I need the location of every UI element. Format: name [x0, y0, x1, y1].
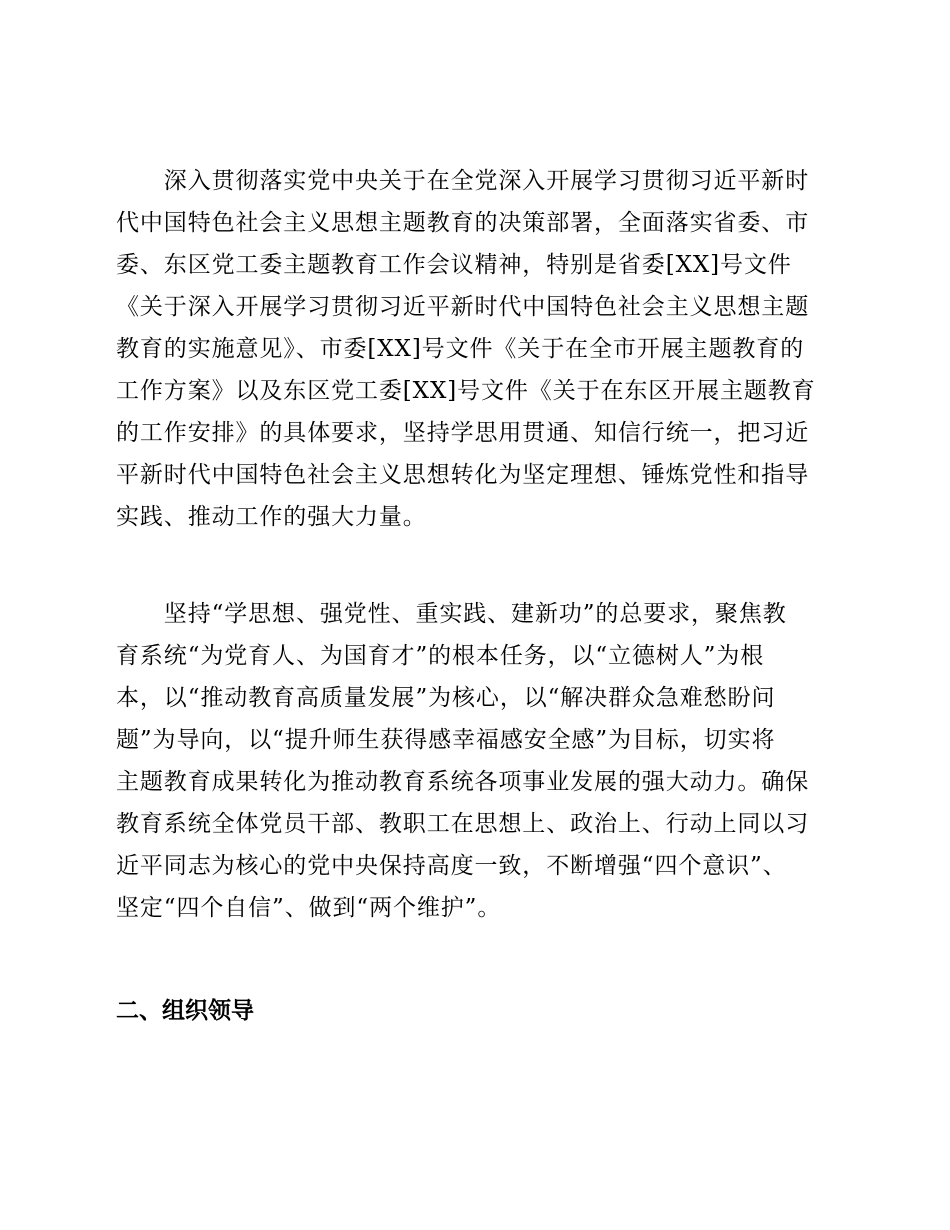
paragraph-line: 平新时代中国特色社会主义思想转化为坚定理想、锤炼党性和指导 — [116, 462, 810, 488]
paragraph-line: 坚定“四个自信”、做到“两个维护”。 — [116, 895, 502, 921]
paragraph-1 — [116, 160, 834, 538]
paragraph-line: 代中国特色社会主义思想主题教育的决策部署，全面落实省委、市 — [116, 210, 810, 236]
paragraph-line: 本，以“推动教育高质量发展”为核心，以“解决群众急难愁盼问 — [116, 685, 776, 711]
paragraph-line: 深入贯彻落实党中央关于在全党深入开展学习贯彻习近平新时 — [116, 168, 810, 194]
paragraph-line: 近平同志为核心的党中央保持高度一致，不断增强“四个意识”、 — [116, 853, 787, 879]
paragraph-line: 题”为导向，以“提升师生获得感幸福感安全感”为目标，切实将 — [116, 727, 776, 753]
paragraph-line: 主题教育成果转化为推动教育系统各项事业发展的强大动力。确保 — [116, 769, 810, 795]
paragraph-line: 的工作安排》的具体要求，坚持学思用贯通、知信行统一，把习近 — [116, 420, 810, 446]
paragraph-line: 坚持“学思想、强党性、重实践、建新功”的总要求，聚焦教 — [116, 601, 787, 627]
paragraph-2 — [116, 593, 834, 929]
paragraph-line: 教育的实施意见》、市委[XX]号文件《关于在全市开展主题教育的 — [116, 336, 805, 362]
section-heading: 二、组织领导 — [116, 998, 254, 1024]
paragraph-line: 委、东区党工委主题教育工作会议精神，特别是省委[XX]号文件 — [116, 252, 792, 278]
paragraph-line: 实践、推动工作的强大力量。 — [116, 504, 427, 530]
paragraph-line: 育系统“为党育人、为国育才”的根本任务，以“立德树人”为根 — [116, 643, 765, 669]
paragraph-line: 教育系统全体党员干部、教职工在思想上、政治上、行动上同以习 — [116, 811, 810, 837]
paragraph-line: 《关于深入开展学习贯彻习近平新时代中国特色社会主义思想主题 — [116, 294, 810, 320]
paragraph-line: 工作方案》以及东区党工委[XX]号文件《关于在东区开展主题教育 — [116, 378, 816, 404]
